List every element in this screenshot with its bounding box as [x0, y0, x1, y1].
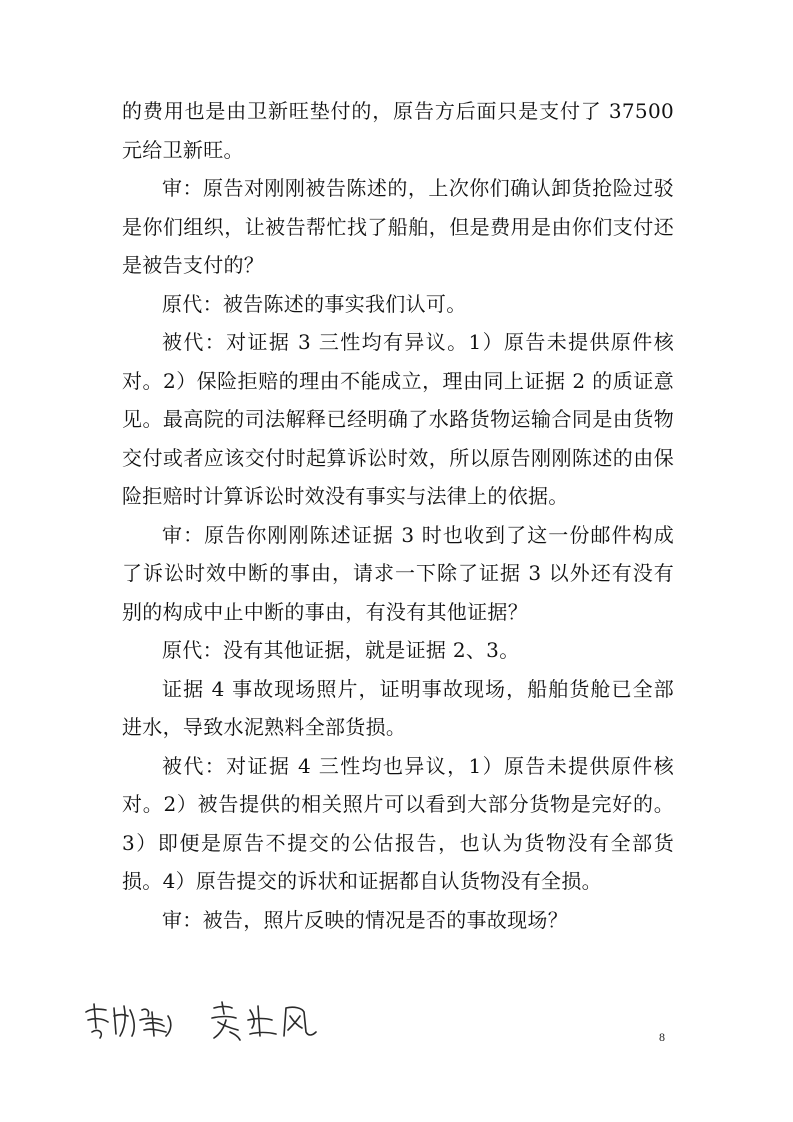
paragraph: 原代：没有其他证据，就是证据 2、3。: [162, 638, 520, 662]
paragraph: 被代：对证据 3 三性均有异议。1）原告未提供原件核对。2）保险拒赔的理由不能成立，理由同上证据 2 的质证意见。最高院的司法解释已经明确了水路货物运输合同是由货物交付或者应该交付时起算诉讼时效，所以原告刚刚陈述的由保险拒赔时计算诉讼时效没有事实与法律上的依据。: [122, 330, 674, 508]
paragraph: 审：原告你刚刚陈述证据 3 时也收到了这一份邮件构成了诉讼时效中断的事由，请求一下除了证据 3 以外还有没有别的构成中止中断的事由，有没有其他证据？: [122, 522, 674, 624]
paragraph: 审：被告，照片反映的情况是否的事故现场？: [162, 907, 568, 932]
paragraph: 证据 4 事故现场照片，证明事故现场，船舶货舱已全部进水，导致水泥熟料全部货损。: [122, 676, 674, 739]
paragraph: 的费用也是由卫新旺垫付的，原告方后面只是支付了 37500 元给卫新旺。: [122, 99, 674, 162]
signature-2: [212, 1002, 316, 1040]
signature-1: [86, 1004, 171, 1038]
paragraph: 审：原告对刚刚被告陈述的，上次你们确认卸货抢险过驳是你们组织，让被告帮忙找了船舶，但是费用是由你们支付还是被告支付的？: [122, 176, 674, 277]
paragraph: 被代：对证据 4 三性均也异议，1）原告未提供原件核对。2）被告提供的相关照片可以看到大部分货物是完好的。3）即便是原告不提交的公估报告，也认为货物没有全部货损。4）原告提交的诉状和证据都自认货物没有全损。: [122, 753, 674, 893]
page-number: 8: [659, 1030, 665, 1044]
paragraph: 原代：被告陈述的事实我们认可。: [162, 291, 467, 316]
document-body: [122, 92, 674, 939]
handwritten-signatures: [80, 998, 340, 1044]
